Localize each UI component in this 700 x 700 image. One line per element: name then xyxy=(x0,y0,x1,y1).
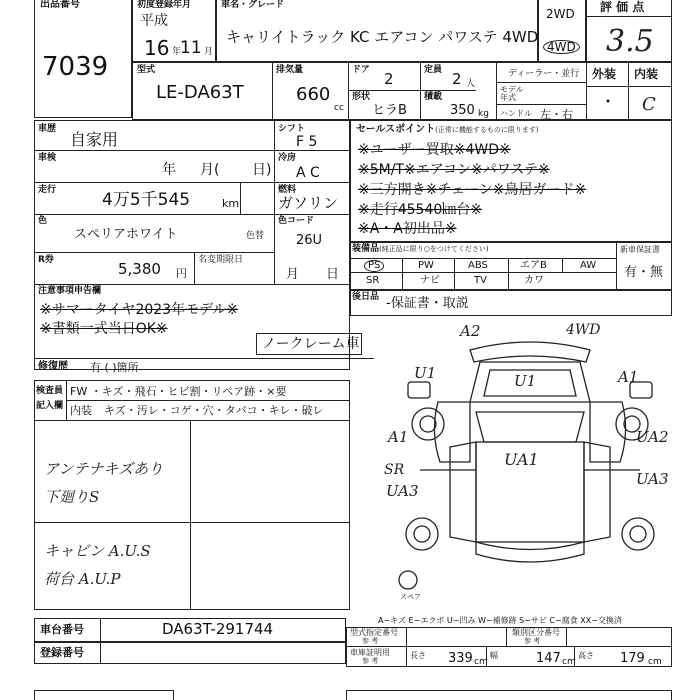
equipment-label xyxy=(352,245,489,254)
cert-label: 車庫証明用 xyxy=(350,648,390,657)
handwritten-underbody: 下廻りS xyxy=(44,488,100,506)
class-sub: 参 考 xyxy=(524,637,541,645)
bottom-box-right xyxy=(346,690,672,700)
cert-sub: 参 考 xyxy=(362,657,379,665)
bottom-box-left xyxy=(34,690,174,700)
handwritten-bed: 荷台 A.U.P xyxy=(44,570,121,588)
inspection-label: 車検 xyxy=(38,153,57,163)
kg-unit: kg xyxy=(478,109,489,119)
doors: 2 xyxy=(384,70,394,88)
mark-left-front: U1 xyxy=(414,364,437,382)
mark-front-right: 4WD xyxy=(566,322,601,338)
load-label: 積載 xyxy=(424,92,443,102)
selling-points-note: (正常に機能するものに限ります) xyxy=(435,126,539,134)
meigi-label: 名変期限日 xyxy=(198,255,244,265)
handle-label: ハンドル xyxy=(500,109,532,118)
equip-navi: ナビ xyxy=(420,275,440,286)
width: 147 xyxy=(536,651,561,666)
equipment-title: 装備品 xyxy=(352,244,380,254)
displacement-label: 排気量 xyxy=(276,65,304,75)
length-label: 長さ xyxy=(410,651,426,660)
body: ヒラB xyxy=(372,103,407,118)
recycle-value: 5,380 xyxy=(118,260,161,278)
selling-point-5: ※A・A初出品※ xyxy=(358,221,457,237)
cc-unit: cc xyxy=(334,103,344,113)
reg-year: 16 xyxy=(144,36,170,60)
note-line-1: ※サマータイヤ2023年モデル※ xyxy=(40,302,239,318)
mark-left-lower: SR xyxy=(384,462,405,478)
spare-label: スペア xyxy=(400,593,421,601)
model-grade-label: 車名・グレード xyxy=(221,0,285,10)
body-label: 形状 xyxy=(352,92,371,102)
capacity: 2 xyxy=(452,70,462,88)
notes-label: 注意事項申告欄 xyxy=(38,286,102,296)
mark-left-mid: A1 xyxy=(388,428,409,446)
dealer-label: ディーラー・並行 xyxy=(508,69,580,79)
width-label: 幅 xyxy=(490,651,498,660)
reg-month: 11 xyxy=(180,38,202,58)
inspector-label-1: 検査員 xyxy=(36,386,64,396)
km-unit: km xyxy=(222,197,240,210)
equip-ps: PS xyxy=(364,260,384,272)
equip-pw: PW xyxy=(418,260,434,271)
color-value: スペリアホワイト xyxy=(74,227,178,242)
inspector-label-2: 記入欄 xyxy=(36,401,64,411)
person-unit: 人 xyxy=(466,79,476,89)
year-unit: 年 xyxy=(172,47,182,57)
equip-sr: SR xyxy=(366,275,380,286)
capacity-label: 定員 xyxy=(424,65,443,75)
color-label: 色 xyxy=(38,216,48,226)
height-label: 高さ xyxy=(578,651,594,660)
height: 179 xyxy=(620,651,645,666)
warranty-value: 有・無 xyxy=(624,265,664,280)
warranty-label: 新車保証書 xyxy=(620,245,660,254)
score-label: 評 価 点 xyxy=(600,0,645,14)
no-claim: ノークレーム車 xyxy=(262,336,360,352)
interior-label: 内装 xyxy=(634,67,659,81)
model-code: LE-DA63T xyxy=(156,82,244,103)
yen-unit: 円 xyxy=(176,267,187,280)
exterior-label: 外装 xyxy=(592,67,617,81)
docs-label: 後日品 xyxy=(352,292,380,302)
length-unit: cm xyxy=(474,657,488,667)
mark-front-top: A2 xyxy=(460,322,481,340)
equip-tv: TV xyxy=(474,275,487,286)
model-code-label: 型式 xyxy=(137,65,156,75)
selling-point-2: ※5M/T※エアコン※パワステ※ xyxy=(358,162,550,178)
recycle-label: R券 xyxy=(38,255,54,265)
mileage-label: 走行 xyxy=(38,185,57,195)
selling-points-label xyxy=(356,125,539,135)
equip-leather: カワ xyxy=(524,275,544,286)
inspector-interior: キズ・汚レ・コゲ・穴・タバコ・キレ・破レ xyxy=(104,404,324,417)
displacement: 660 xyxy=(296,84,331,105)
meigi-day: 日 xyxy=(326,267,340,282)
mileage: 4万5千545 xyxy=(102,190,191,210)
history-value: 自家用 xyxy=(70,130,119,149)
reg-label: 登録番号 xyxy=(40,646,84,659)
mark-right-front: A1 xyxy=(618,368,639,386)
inspector-exterior: FW ・キズ・飛石・ヒビ割・リペア跡・×要 xyxy=(70,385,287,398)
equipment-note: (純正品に限り○をつけてください) xyxy=(379,245,489,253)
model-name: キャリイトラック KC エアコン パワステ 4WD xyxy=(226,28,539,46)
handle-options: 左・右 xyxy=(540,108,573,121)
mark-left-rear: UA3 xyxy=(386,482,419,500)
month-unit: 月 xyxy=(204,47,214,57)
meigi-month: 月 xyxy=(286,267,300,282)
equip-aw: AW xyxy=(580,260,597,271)
selling-point-3: ※三方開き※チェーン※鳥居ガード※ xyxy=(358,182,587,198)
inspector-interior-cat: 内装 xyxy=(70,404,92,417)
drive-4wd: 4WD xyxy=(543,40,580,54)
mark-right-mid: UA2 xyxy=(636,428,669,446)
repair-value: 有 ( )箇所 xyxy=(90,361,139,374)
model-year-label: モデル 年式 xyxy=(500,85,524,102)
damage-legend: A−キズ E−エクボ U−凹み W−補修跡 S−サビ C−腐食 XX−交換済 xyxy=(378,616,622,625)
color-change-label: 色替 xyxy=(246,231,265,241)
color-code: 26U xyxy=(296,233,323,248)
note-line-2: ※書類一式当日OK※ xyxy=(40,321,168,337)
lot-number: 7039 xyxy=(42,52,109,82)
type-spec-sub: 参 考 xyxy=(362,637,379,645)
lot-label: 出品番号 xyxy=(40,0,80,10)
inspection-month: 月( xyxy=(200,162,220,178)
docs-value: -保証書・取説 xyxy=(386,296,469,311)
shift-value: F 5 xyxy=(296,134,318,150)
length: 339 xyxy=(448,651,473,666)
doors-label: ドア xyxy=(352,65,370,75)
drive-2wd: 2WD xyxy=(546,7,575,21)
era: 平成 xyxy=(140,13,168,29)
inspection-day: 日) xyxy=(252,162,272,178)
handwritten-antenna: アンテナキズあり xyxy=(44,460,164,478)
fuel-value: ガソリン xyxy=(278,194,339,212)
mark-hood: U1 xyxy=(514,372,537,390)
shift-label: シフト xyxy=(278,124,306,134)
fuel-label: 燃料 xyxy=(278,185,297,195)
type-spec-label: 型式指定番号 xyxy=(350,628,398,637)
mark-right-rear: UA3 xyxy=(636,470,669,488)
ac-label: 冷房 xyxy=(278,153,297,163)
height-unit: cm xyxy=(648,657,662,667)
selling-points-title: セールスポイント xyxy=(356,124,436,135)
selling-point-4: ※走行45540㎞台※ xyxy=(358,202,482,218)
class-label: 類別区分番号 xyxy=(512,628,560,637)
equip-abs: ABS xyxy=(468,260,488,271)
mark-bed: UA1 xyxy=(504,450,539,469)
inspection-year: 年 xyxy=(162,162,176,178)
selling-point-1: ※ユーザー買取※4WD※ xyxy=(358,142,511,158)
handwritten-cabin: キャビン A.U.S xyxy=(44,542,151,560)
color-code-label: 色コード xyxy=(278,216,315,226)
width-unit: cm xyxy=(562,657,576,667)
chassis-label: 車台番号 xyxy=(40,623,84,636)
first-reg-label: 初度登録年月 xyxy=(137,0,192,10)
score: 3.5 xyxy=(606,24,654,59)
load: 350 xyxy=(450,103,475,118)
repair-label: 修復歴 xyxy=(38,361,68,372)
exterior-grade: ・ xyxy=(600,92,617,111)
history-label: 車歴 xyxy=(38,124,57,134)
interior-grade: C xyxy=(642,94,656,115)
equip-airbag: エアB xyxy=(520,260,547,271)
chassis-number: DA63T-291744 xyxy=(162,620,274,638)
ac-value: A C xyxy=(296,165,320,181)
